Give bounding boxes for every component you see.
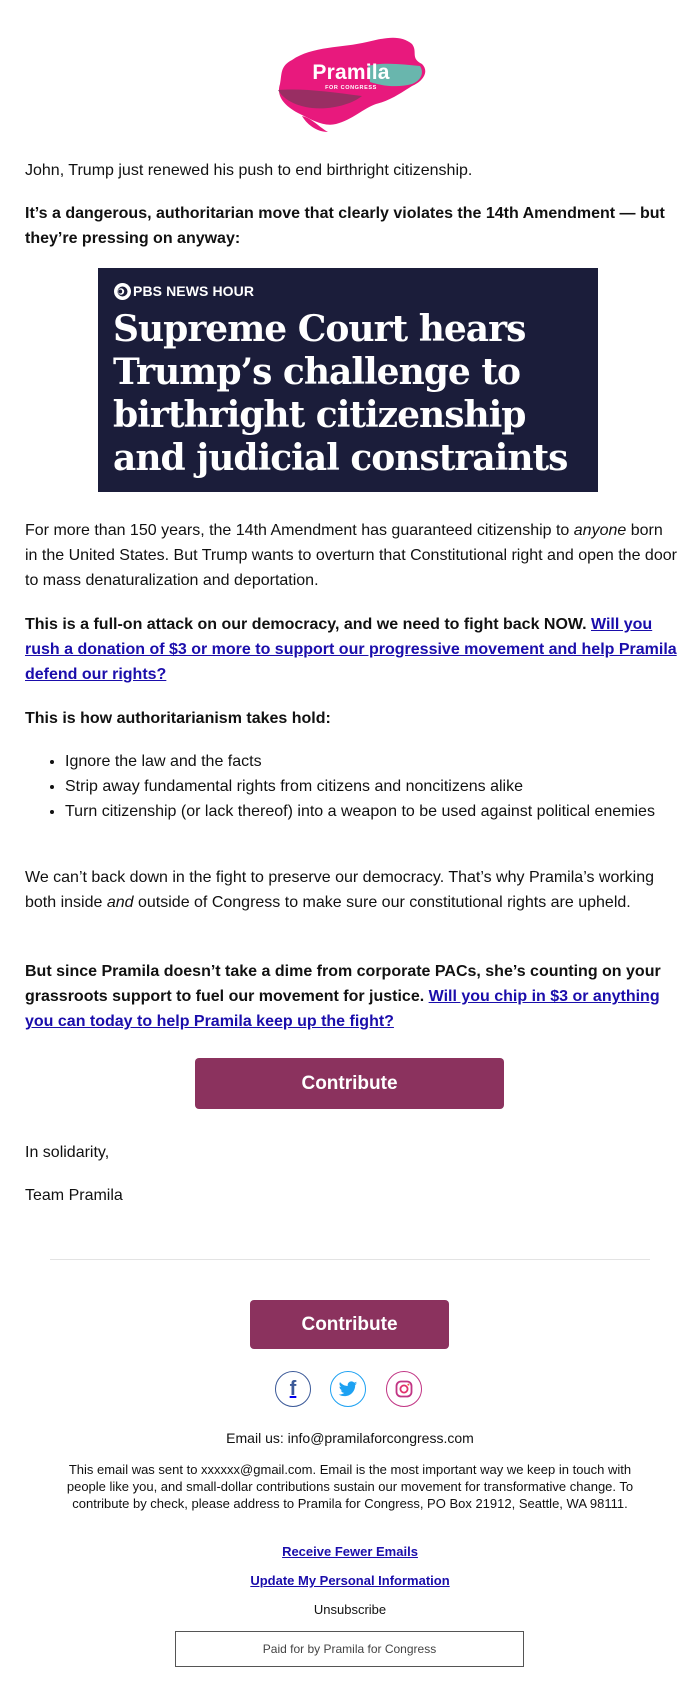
social-links <box>0 1371 700 1409</box>
twitter-icon[interactable] <box>330 1371 366 1407</box>
grassroots-paragraph <box>25 959 677 1034</box>
news-brand <box>114 282 254 300</box>
instagram-icon[interactable] <box>386 1371 422 1407</box>
list-item: • Turn citizenship (or lack thereof) into a weapon to be used against political enemies <box>65 799 677 824</box>
unsubscribe-link[interactable]: Unsubscribe <box>313 1602 387 1617</box>
donate-link-2[interactable]: Will you chip in $3 or anything you can today to help Pramila keep up the fight? <box>25 988 660 1030</box>
news-headline-text: Supreme Court hears Trump’s challenge to birthright citizenship and judicial constraints <box>113 308 568 479</box>
news-headline-image[interactable] <box>98 268 598 492</box>
history-paragraph <box>25 518 677 593</box>
footer-email-line <box>55 1430 645 1447</box>
facebook-glyph: f <box>289 1378 297 1400</box>
footer-unsubscribe <box>55 1601 645 1618</box>
logo-area <box>0 28 700 133</box>
update-personal-info-link[interactable]: Update My Personal Information <box>250 1573 450 1588</box>
news-brand-label: PBS NEWS HOUR <box>133 283 255 299</box>
pramila-logo[interactable] <box>272 28 430 133</box>
email-address[interactable]: info@pramilaforcongress.com <box>287 1430 474 1446</box>
tactics-list <box>25 749 677 824</box>
attack-paragraph <box>25 612 677 687</box>
signoff: In solidarity, <box>25 1144 110 1161</box>
pbs-logo-icon <box>114 283 131 300</box>
list-item: • Ignore the law and the facts <box>65 749 677 774</box>
warning-paragraph: It’s a dangerous, authoritarian move that clearly violates the 14th Amendment — but they’re pressing on anyway: <box>25 205 665 247</box>
history-text-emphasis: anyone <box>573 522 627 539</box>
logo-tagline: FOR CONGRESS <box>325 85 377 91</box>
footer-update-info <box>55 1572 645 1589</box>
grassroots-text: But since Pramila doesn’t take a dime from corporate PACs, she’s counting on your grassroots support to fuel our movement for justice. <box>25 963 661 1005</box>
footer-fewer-emails <box>55 1543 645 1560</box>
history-text-after: born in the United States. But Trump wants to overturn that Constitutional right and open the door to mass denaturalization and deportation. <box>25 522 677 589</box>
democracy-text-after: outside of Congress to make sure our constitutional rights are upheld. <box>133 894 631 911</box>
footer-disclaimer: This email was sent to xxxxxx@gmail.com. Email is the most important way we keep in touch with people like you, and small-dollar contributions sustain our movement for transformative change. To contribute by check, please address to Pramila for Congress, PO Box 21912, Seattle, WA 98111. <box>66 1462 634 1511</box>
email-label: Email us: <box>226 1430 288 1446</box>
intro-paragraph: John, Trump just renewed his push to end birthright citizenship. <box>25 162 473 179</box>
footer-divider <box>50 1259 650 1260</box>
democracy-paragraph <box>25 865 677 915</box>
authoritarianism-heading: This is how authoritarianism takes hold: <box>25 710 331 727</box>
contribute-button[interactable]: Contribute <box>195 1058 504 1109</box>
list-item: • Strip away fundamental rights from citizens and noncitizens alike <box>65 774 677 799</box>
attack-text: This is a full-on attack on our democracy, and we need to fight back NOW. <box>25 616 592 633</box>
signature: Team Pramila <box>25 1187 123 1204</box>
footer-contribute-button[interactable]: Contribute <box>250 1300 449 1349</box>
receive-fewer-emails-link[interactable]: Receive Fewer Emails <box>282 1544 418 1559</box>
logo-name: Pramila <box>312 61 390 84</box>
democracy-text-before: We can’t back down in the fight to preserve our democracy. That’s why Pramila’s working both inside <box>25 869 655 911</box>
facebook-icon[interactable] <box>275 1371 311 1407</box>
democracy-text-emphasis: and <box>106 894 134 911</box>
donate-link-1[interactable]: Will you rush a donation of $3 or more to support our progressive movement and help Pramila defend our rights? <box>25 616 677 683</box>
history-text-before: For more than 150 years, the 14th Amendment has guaranteed citizenship to <box>25 522 574 539</box>
paid-for-disclaimer: Paid for by Pramila for Congress <box>175 1631 524 1667</box>
